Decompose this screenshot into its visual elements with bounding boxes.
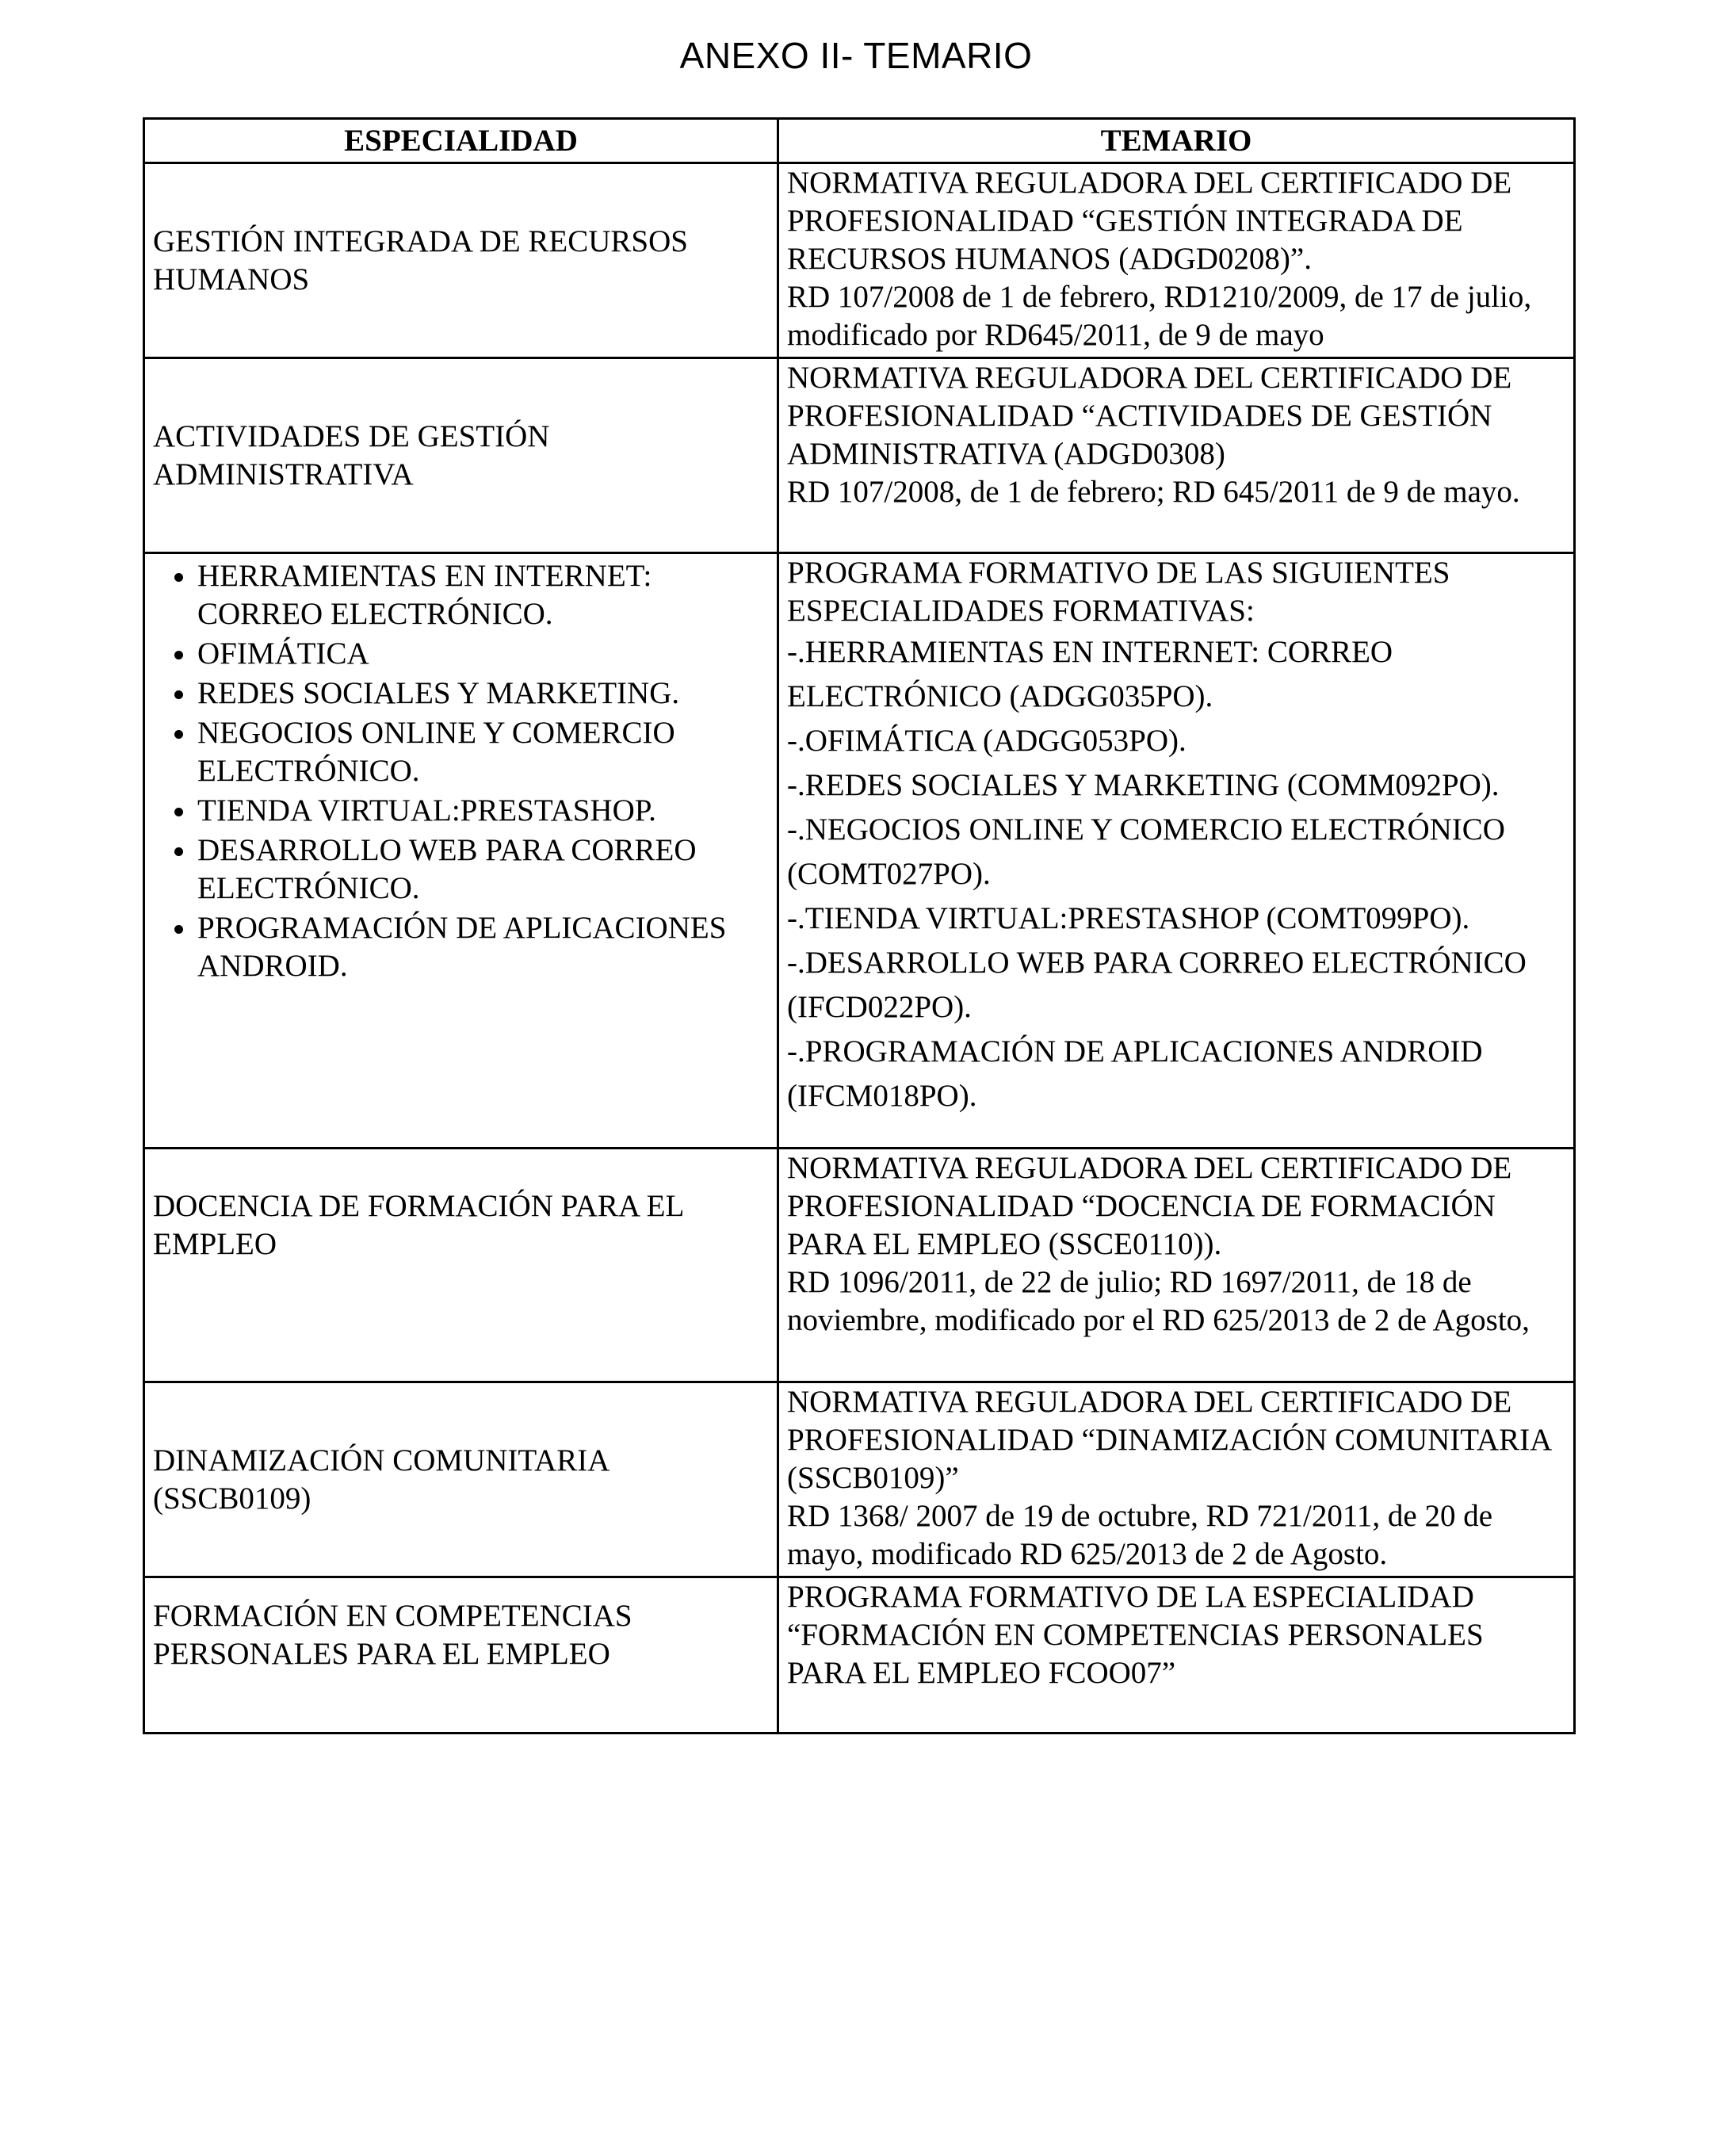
temario-item: -.TIENDA VIRTUAL:PRESTASHOP (COMT099PO). (787, 901, 1470, 935)
page-title: ANEXO II- TEMARIO (679, 35, 1033, 76)
list-item: • TIENDA VIRTUAL:PRESTASHOP. (197, 792, 769, 831)
especialidad-cell (144, 358, 778, 553)
header-especialidad: ESPECIALIDAD (144, 119, 778, 163)
table-header-row (144, 119, 1575, 163)
temario-item: -.HERRAMIENTAS EN INTERNET: CORREO ELECTRÓNICO (ADGG035PO). (787, 635, 1393, 713)
especialidad-list (153, 557, 769, 987)
header-temario: TEMARIO (778, 119, 1575, 163)
temario-item: -.REDES SOCIALES Y MARKETING (COMM092PO). (787, 768, 1500, 802)
table-row (144, 553, 1575, 1149)
temario-table (143, 117, 1576, 1734)
temario-text: NORMATIVA REGULADORA DEL CERTIFICADO DE PROFESIONALIDAD “ACTIVIDADES DE GESTIÓN ADMINISTRATIVA (ADGD0308) (787, 361, 1512, 471)
list-item: • OFIMÁTICA (197, 635, 769, 675)
temario-cell (778, 1577, 1575, 1734)
temario-text: NORMATIVA REGULADORA DEL CERTIFICADO DE PROFESIONALIDAD “DOCENCIA DE FORMACIÓN PARA EL EMPLEO (SSCE0110)). (787, 1151, 1512, 1261)
temario-intro: PROGRAMA FORMATIVO DE LAS SIGUIENTES ESPECIALIDADES FORMATIVAS: (787, 556, 1450, 628)
especialidad-text: DOCENCIA DE FORMACIÓN PARA EL EMPLEO (153, 1189, 683, 1261)
table-row (144, 1577, 1575, 1734)
temario-item: -.NEGOCIOS ONLINE Y COMERCIO ELECTRÓNICO (COMT027PO). (787, 812, 1505, 891)
temario-cell (778, 358, 1575, 553)
list-item: • REDES SOCIALES Y MARKETING. (197, 675, 769, 714)
temario-text: PROGRAMA FORMATIVO DE LA ESPECIALIDAD “FORMACIÓN EN COMPETENCIAS PERSONALES PARA EL EMPLEO FCOO07” (787, 1580, 1484, 1690)
especialidad-cell (144, 553, 778, 1149)
temario-text: NORMATIVA REGULADORA DEL CERTIFICADO DE PROFESIONALIDAD “DINAMIZACIÓN COMUNITARIA (SSCB0109)” (787, 1385, 1551, 1495)
temario-text: RD 107/2008 de 1 de febrero, RD1210/2009, de 17 de julio, modificado por RD645/2011, de 9 de mayo (787, 280, 1532, 352)
especialidad-cell (144, 1382, 778, 1577)
temario-cell (778, 1149, 1575, 1382)
table-row (144, 1382, 1575, 1577)
table-row (144, 358, 1575, 553)
especialidad-text: FORMACIÓN EN COMPETENCIAS PERSONALES PARA EL EMPLEO (153, 1599, 632, 1671)
temario-text: NORMATIVA REGULADORA DEL CERTIFICADO DE PROFESIONALIDAD “GESTIÓN INTEGRADA DE RECURSOS HUMANOS (ADGD0208)”. (787, 166, 1512, 276)
list-item: • PROGRAMACIÓN DE APLICACIONES ANDROID. (197, 909, 769, 987)
especialidad-text: GESTIÓN INTEGRADA DE RECURSOS HUMANOS (153, 224, 688, 296)
temario-text: RD 1368/ 2007 de 19 de octubre, RD 721/2011, de 20 de mayo, modificado RD 625/2013 de 2 de Agosto. (787, 1499, 1493, 1571)
table-row (144, 1149, 1575, 1382)
temario-cell (778, 553, 1575, 1149)
list-item: • HERRAMIENTAS EN INTERNET: CORREO ELECTRÓNICO. (197, 557, 769, 635)
especialidad-cell (144, 163, 778, 358)
especialidad-cell (144, 1577, 778, 1734)
especialidad-text: DINAMIZACIÓN COMUNITARIA (SSCB0109) (153, 1443, 609, 1516)
especialidad-cell (144, 1149, 778, 1382)
temario-cell (778, 1382, 1575, 1577)
temario-item: -.PROGRAMACIÓN DE APLICACIONES ANDROID (IFCM018PO). (787, 1034, 1483, 1113)
especialidad-text: ACTIVIDADES DE GESTIÓN ADMINISTRATIVA (153, 419, 550, 491)
table-row (144, 163, 1575, 358)
list-item: • NEGOCIOS ONLINE Y COMERCIO ELECTRÓNICO. (197, 714, 769, 792)
temario-item: -.OFIMÁTICA (ADGG053PO). (787, 724, 1187, 758)
temario-text: RD 1096/2011, de 22 de julio; RD 1697/2011, de 18 de noviembre, modificado por el RD 625/2013 de 2 de Agosto, (787, 1265, 1530, 1337)
temario-item: -.DESARROLLO WEB PARA CORREO ELECTRÓNICO (IFCD022PO). (787, 946, 1527, 1024)
temario-text: RD 107/2008, de 1 de febrero; RD 645/2011 de 9 de mayo. (787, 475, 1520, 509)
list-item: • DESARROLLO WEB PARA CORREO ELECTRÓNICO. (197, 831, 769, 909)
temario-cell (778, 163, 1575, 358)
